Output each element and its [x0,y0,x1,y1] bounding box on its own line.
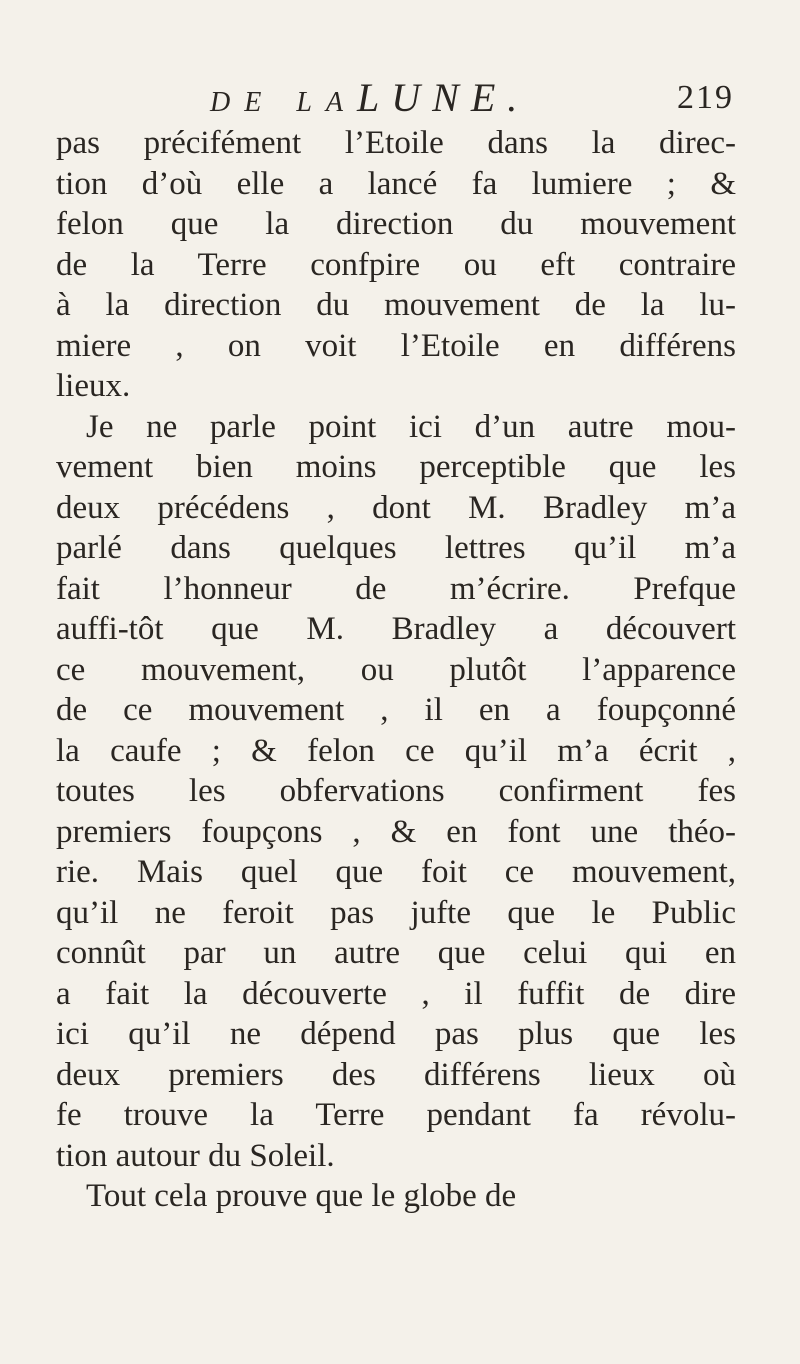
running-head-title-part1: DE LA [210,87,357,118]
text-line: de ce mouvement , il en a foupçonné [56,692,736,728]
page-number: 219 [677,79,734,116]
text-line: parlé dans quelques lettres qu’il m’a [56,530,736,566]
text-line: deux précédens , dont M. Bradley m’a [56,489,736,526]
text-line: auffi-tôt que M. Bradley a découvert [56,611,736,647]
text-line: deux premiers des différens lieux où [56,1056,736,1093]
text-line: de la Terre confpire ou eft contraire [56,246,736,283]
paragraph [56,1176,736,1217]
text-line: Je ne parle point ici d’un autre mou- [86,408,736,445]
text-line: ce mouvement, ou plutôt l’apparence [56,651,736,688]
text-line: toutes les obfervations confirment fes [56,773,736,809]
paragraph [56,123,736,407]
running-head [210,75,670,121]
text-line: premiers foupçons , & en font une théo- [56,813,736,850]
text-line: vement bien moins perceptible que les [56,449,736,485]
text-line: pas précifément l’Etoile dans la direc- [56,125,736,161]
text-line: fait l’honneur de m’écrire. Prefque [56,570,736,607]
text-line: a fait la découverte , il fuffit de dire [56,975,736,1012]
running-head-title-part2: LUNE. [357,75,530,120]
text-line: rie. Mais quel que foit ce mouvement, [56,854,736,890]
text-line: fe trouve la Terre pendant fa révolu- [56,1097,736,1133]
text-line: qu’il ne feroit pas jufte que le Public [56,894,736,931]
text-line: Tout cela prouve que le globe de [86,1178,517,1214]
paragraph [56,407,736,1177]
text-line: ici qu’il ne dépend pas plus que les [56,1016,736,1052]
text-line: à la direction du mouvement de la lu- [56,287,736,323]
text-line: tion d’où elle a lancé fa lumiere ; & [56,165,736,202]
text-line: felon que la direction du mouvement [56,206,736,242]
text-line: tion autour du Soleil. [56,1137,335,1174]
text-line: la caufe ; & felon ce qu’il m’a écrit , [56,732,736,769]
text-line: lieux. [56,368,131,404]
text-line: connût par un autre que celui qui en [56,935,736,971]
text-line: miere , on voit l’Etoile en différens [56,327,736,364]
body-text [56,123,736,1217]
